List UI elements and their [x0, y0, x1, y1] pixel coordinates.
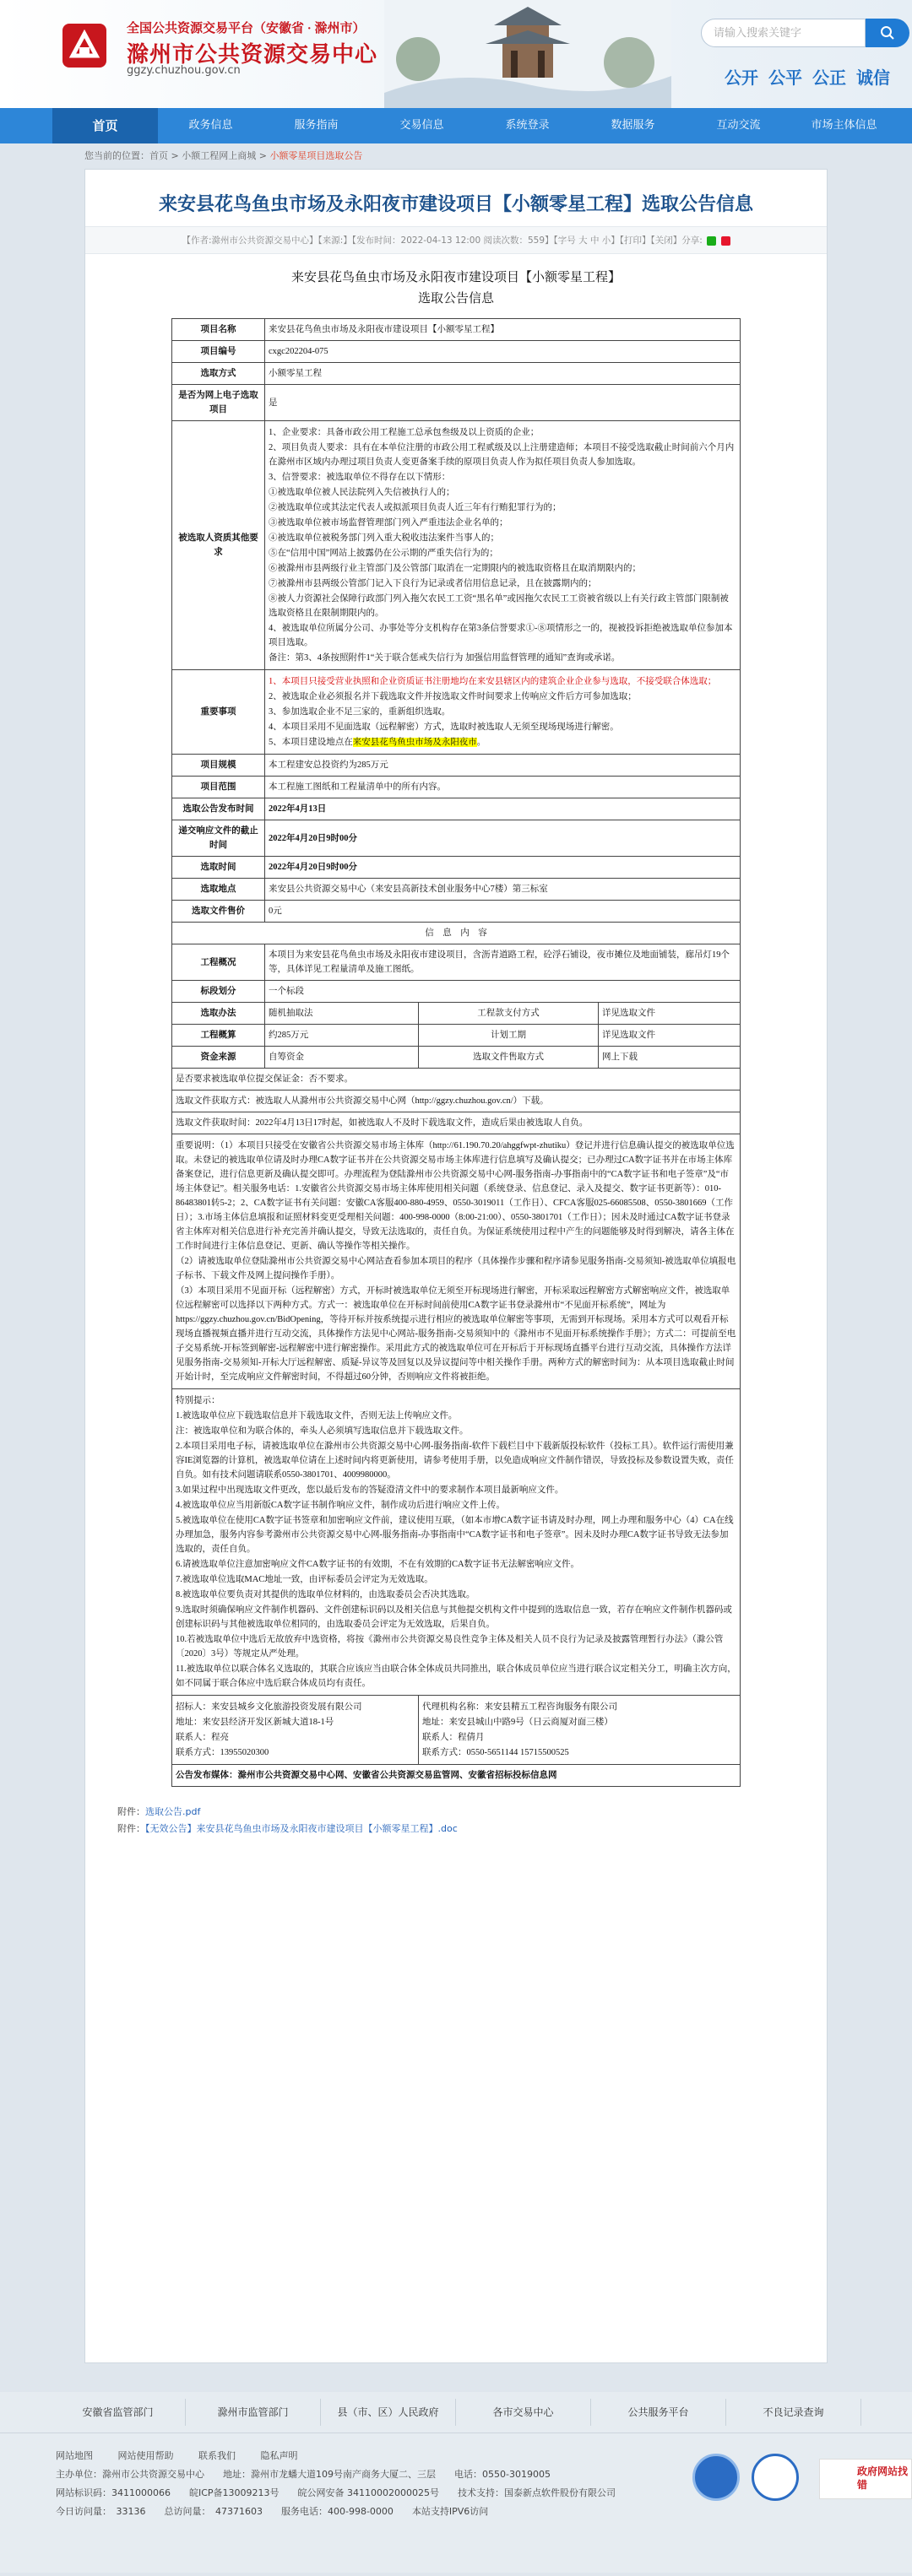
attachment-link[interactable]: 选取公告.pdf	[145, 1806, 201, 1817]
table-row: 项目规模 本工程建安总投资约为285万元	[172, 755, 741, 777]
nav-login[interactable]: 系统登录	[505, 119, 550, 132]
table-row: 被选取人资质其他要求 1、企业要求：具备市政公用工程施工总承包叁级及以上资质的企业； 2、项目负责人要求：具有在本单位注册的市政公用工程贰级及以上注册建造师；本项目不接受选取截止时间前六个月内在滁州市区域内办理过项目负责人变更备案手续的原项目负责人作为拟任项目负责人参加选取。 3、信誉要求：被选取单位不得存在以下情形： ①被选取单位被人民法院列入失信被执行人的； ②被选取单位或其法定代表人或拟派项目负责人近三年有行贿犯罪行为的； ③被选取单位被市场监督管理部门列入严重违法企业名单的； ④被选取单位被税务部门列入重大税收违法案件当事人的； ⑤在“信用中国”网站上披露仍在公示期的严重失信行为的； ⑥被滁州市县两级行业主管部门及公管部门取消在一定期限内的被选取资格且在取消期限内的； ⑦被滁州市县两级公管部门记入下良行为记录或者信用信息记录，且在披露期内的； ⑧被人力资源社会保障行政部门列入拖欠农民工工资“黑名单”或因拖欠农民工工资被省级以上有关行政主管部门限制被选取资格且在限制期限内的。 4、被选取单位所属分公司、办事处等分支机构存在第3条信誉要求①-⑧项情形之一的，视被投诉拒绝被选取单位参加本项目选取。 备注：第3、4条按照附件1“关于联合惩戒失信行为 加强信用监督管理的通知”查询或承诺。	[172, 421, 741, 670]
table-row	[172, 1696, 741, 1765]
table-row: 项目编号 cxgc202204-075	[172, 341, 741, 363]
footer-link[interactable]: 不良记录查询	[726, 2399, 861, 2426]
footer-info: 网站地图 网站使用帮助 联系我们 隐私声明 主办单位：滁州市公共资源交易中心 地址：滁州市龙蟠大道109号南产商务大厦二、三层 电话：0550-3019005 网站标识码：3411000066 皖ICP备13009213号 皖公网安备 34110002000025号 技术支持：国泰新点软件股份有限公司 今日访问量： 33136 总访问量： 47371603 服务电话：400-998-0000 本站支持IPV6访问 政府网站找错	[0, 2433, 912, 2573]
table-row: 工程概况 本项目为来安县花鸟鱼虫市场及永阳夜市建设项目，含沥青道路工程，砼浮石铺设，夜市摊位及地面铺装，廊吊灯19个等，具体详见工程量清单及施工图纸。	[172, 944, 741, 981]
weibo-share-icon[interactable]	[721, 236, 730, 246]
table-row: 选取公告发布时间 2022年4月13日	[172, 798, 741, 820]
nav-gov-info[interactable]: 政务信息	[188, 119, 233, 132]
footer-sitemap-link[interactable]: 网站地图	[56, 2450, 93, 2461]
main-nav	[0, 108, 912, 143]
site-domain: ggzy.chuzhou.gov.cn	[127, 64, 241, 77]
error-report-badge[interactable]: 政府网站找错	[819, 2459, 912, 2499]
slogan: 公正	[812, 69, 846, 88]
article-container	[84, 169, 828, 2363]
table-row: 递交响应文件的截止时间 2022年4月20日9时00分	[172, 820, 741, 857]
breadcrumb-home[interactable]: 首页	[149, 150, 168, 161]
table-row: 工程概算 约285万元 计划工期 详见选取文件	[172, 1025, 741, 1047]
qualification-cell: 1、企业要求：具备市政公用工程施工总承包叁级及以上资质的企业； 2、项目负责人要求：具有在本单位注册的市政公用工程贰级及以上注册建造师；本项目不接受选取截止时间前六个月内在滁州市区域内办理过项目负责人变更备案手续的原项目负责人作为拟任项目负责人参加选取。 3、信誉要求：被选取单位不得存在以下情形： ①被选取单位被人民法院列入失信被执行人的； ②被选取单位或其法定代表人或拟派项目负责人近三年有行贿犯罪行为的； ③被选取单位被市场监督管理部门列入严重违法企业名单的； ④被选取单位被税务部门列入重大税收违法案件当事人的； ⑤在“信用中国”网站上披露仍在公示期的严重失信行为的； ⑥被滁州市县两级行业主管部门及公管部门取消在一定期限内的被选取资格且在取消期限内的； ⑦被滁州市县两级公管部门记入下良行为记录或者信用信息记录，且在披露期内的； ⑧被人力资源社会保障行政部门列入拖欠农民工工资“黑名单”或因拖欠农民工工资被省级以上有关行政主管部门限制被选取资格且在限制期限内的。 4、被选取单位所属分公司、办事处等分支机构存在第3条信誉要求①-⑧项情形之一的，视被投诉拒绝被选取单位参加本项目选取。 备注：第3、4条按照附件1“关于联合惩戒失信行为 加强信用监督管理的通知”查询或承诺。	[265, 421, 741, 670]
notice-cell: 1、本项目只接受营业执照和企业资质证书注册地均在来安县辖区内的建筑企业企业参与选取，不接受联合体选取； 2、被选取企业必须报名并下载选取文件并按选取文件时间要求上传响应文件后方可参加选取； 3、参加选取企业不足三家的，重新组织选取。 4、本项目采用不见面选取（远程解密）方式，选取时被选取人无须至现场现场进行解密。 5、本项目建设地点在来安县花鸟鱼虫市场及永阳夜市。	[265, 670, 741, 755]
nav-trade-info[interactable]: 交易信息	[399, 119, 444, 132]
nav-interaction[interactable]: 互动交流	[716, 119, 761, 132]
table-row: 选取时间 2022年4月20日9时00分	[172, 857, 741, 879]
article-meta: 【作者:滁州市公共资源交易中心】【来源:】【发布时间：2022-04-13 12:00 阅读次数：559】【字号 大 中 小】【打印】【关闭】分享:	[85, 226, 827, 254]
footer-link[interactable]: 安徽省监管部门	[51, 2399, 186, 2426]
site-header	[0, 0, 912, 108]
table-row: 标段划分 一个标段	[172, 981, 741, 1003]
attachment-link[interactable]: 【无效公告】来安县花鸟鱼虫市场及永阳夜市建设项目【小额零星工程】.doc	[145, 1823, 458, 1834]
footer-privacy-link[interactable]: 隐私声明	[260, 2450, 298, 2461]
page-title: 来安县花鸟鱼虫市场及永阳夜市建设项目【小额零星工程】选取公告信息	[158, 193, 753, 215]
footer-link[interactable]: 县（市、区）人民政府	[321, 2399, 456, 2426]
footer-link[interactable]: 公共服务平台	[591, 2399, 726, 2426]
table-row: 项目范围 本工程施工图纸和工程量清单中的所有内容。	[172, 777, 741, 798]
pavilion-illustration	[384, 0, 671, 108]
site-footer	[0, 2392, 912, 2573]
footer-link[interactable]: 各市交易中心	[456, 2399, 591, 2426]
doc-title: 来安县花鸟鱼虫市场及永阳夜市建设项目【小额零星工程】 选取公告信息	[290, 271, 621, 306]
table-row: 选取文件获取方式：被选取人从滁州市公共资源交易中心网（http://ggzy.chuzhou.gov.cn/）下载。	[172, 1090, 741, 1112]
table-row: 项目名称 来安县花鸟鱼虫市场及永阳夜市建设项目【小额零星工程】	[172, 319, 741, 341]
notice-table	[171, 318, 741, 1787]
table-row: 特别提示： 1.被选取单位应下载选取信息并下载选取文件，否则无法上传响应文件。 注：被选取单位和为联合体的，牵头人必须填写选取信息并下载选取文件。 2.本项目采用电子标，请被选取单位在滁州市公共资源交易中心网-服务指南-软件下载栏目中下载新版投标软件（投标工具）。软件运行需使用兼容IE浏览器的计算机，被选取单位请在上述时间内将更新使用，请参考使用手册，以免造成响应文件制作错误，导致投标及参数设置失败，责任自负。如有技术问题请联系0550-3801701、4009980000。 3.如果过程中出现选取文件更改，您以最后发布的答疑澄清文件中的要求制作本项目最新响应文件。 4.被选取单位应当用新版CA数字证书制作响应文件，制作成功后进行响应文件上传。 5.被选取单位在使用CA数字证书签章和加密响应文件前，建议使用互联，（如本市增CA数字证书请及时办理，网上办理和服务中心（4）CA在线办理加急，服务内容参考滁州市公共资源交易中心网-服务指南-办事指南中“CA数字证书和电子签章”。因未及时办理CA数字证书导致无法参加选取的，责任自负。 6.请被选取单位注意加密响应文件CA数字证书的有效期，不在有效期的CA数字证书无法解密响应文件。 7.被选取单位选取MAC地址一致，由评标委员会评定为无效选取。 8.被选取单位要负责对其提供的选取单位材料的，由选取委员会否决其选取。 9.选取时须确保响应文件制作机器码、文件创建标识码以及相关信息与其他提交机构文件中提到的选取信息一致，若存在响应文件制作机器码或创建标识码与其他被选取单位相同的，由选取委员会评定为无效选取，后果自负。 10.若被选取单位中选后无故放弃中选资格，将按《滁州市公共资源交易良性竞争主体及相关人员不良行为记录及披露管理暂行办法》（滁公管〔2020〕3号）等规定从严处理。 11.被选取单位以联合体名义选取的，其联合应该应当由联合体全体成员共同推出，联合体成员单位应当进行联合议定相关分工，明确主次方向，如不同属于联合体应中选后联合体成员均有责任。	[172, 1389, 741, 1696]
site-logo-icon[interactable]	[61, 22, 108, 69]
table-row: 资金来源 自筹资金 选取文件售取方式 网上下载	[172, 1047, 741, 1069]
slogan: 诚信	[856, 69, 890, 88]
search-input[interactable]: 请输入搜索关键字	[701, 19, 866, 47]
table-row: 是否要求被选取单位提交保证金：否不要求。	[172, 1069, 741, 1090]
table-row: 选取地点 来安县公共资源交易中心（来安县高新技术创业服务中心7楼）第三标室	[172, 879, 741, 901]
breadcrumb-mall[interactable]: 小额工程网上商城	[182, 150, 257, 161]
slogans	[725, 64, 890, 89]
footer-link[interactable]: 滁州市监管部门	[186, 2399, 321, 2426]
agent-contact: 代理机构名称：来安县精五工程咨询服务有限公司 地址：来安县城山中路9号（日云商厦对面三楼） 联系人：程倩月 联系方式：0550-5651144 15715500525	[419, 1696, 741, 1765]
nav-market-subjects[interactable]: 市场主体信息	[811, 119, 877, 132]
wechat-share-icon[interactable]	[707, 236, 716, 246]
nav-data-service[interactable]: 数据服务	[611, 119, 655, 132]
table-row: 选取办法 随机抽取法 工程款支付方式 详见选取文件	[172, 1003, 741, 1025]
search-button[interactable]	[866, 19, 909, 47]
nav-service-guide[interactable]: 服务指南	[294, 119, 339, 132]
table-row: 信 息 内 容	[172, 923, 741, 944]
breadcrumb-current[interactable]: 小额零星项目选取公告	[269, 150, 363, 161]
nav-home[interactable]: 首页	[52, 108, 158, 143]
tenderer-contact: 招标人：来安县城乡文化旅游投资发展有限公司 地址：来安县经济开发区新城大道18-1号 联系人：程亮 联系方式：13955020300	[172, 1696, 419, 1765]
slogan: 公开	[725, 69, 758, 88]
site-subtitle: 全国公共资源交易平台（安徽省 · 滁州市）	[127, 22, 366, 35]
table-row: 选取文件获取时间：2022年4月13日17时起，如被选取人不及时下载选取文件，造成后果由被选取人自负。	[172, 1112, 741, 1134]
footer-links	[0, 2392, 912, 2433]
attachments: 附件：选取公告.pdf 附件：【无效公告】来安县花鸟鱼虫市场及永阳夜市建设项目【小额零星工程】.doc	[117, 1806, 458, 1834]
site-title[interactable]: 滁州市公共资源交易中心	[127, 42, 378, 67]
breadcrumb: 您当前的位置：首页 > 小额工程网上商城 > 小额零星项目选取公告	[84, 150, 363, 161]
table-row: 重要说明：（1）本项目只接受在安徽省公共资源交易市场主体库（http://61.190.70.20/ahggfwpt-zhutiku）登记并进行信息确认提交的被选取单位选取。未登记的被选取单位请及时办理CA数字证书并在公共资源交易市场主体库进行信息填写及确认提交；已办理过CA数字证书并在市场主体库备案登记，进行信息更新及确认提交即可。办理流程为登陆滁州市公共资源交易中心网-服务指南-办事指南中的“CA数字证书和电子签章”及“市场主体登记”。相关服务电话：1.安徽省公共资源交易市场主体库使用相关问题（系统登录、信息登记、录入及提交、数字证书更新等）：010-86483801转5-2；2、CA数字证书有关问题：安徽CA客服400-880-4959、0550-3019011（工作日）、CFCA客服025-66085508、0550-3801669（工作日）；3.市场主体信息填报和证照材料变更受理相关问题：400-998-0000（8:00-21:00）、0550-3801701（工作日）；因未及时通过CA数字证书登录省主体库对相关信息进行补充完善并确认提交，导致无法选取的，责任自负。为保证系统使用过程中产生的问题能够及时得到解决，请各主体在工作时间进行主体信息登记、更新、确认等操作等相关操作。 （2）请被选取单位登陆滁州市公共资源交易中心网站查看参加本项目的程序（具体操作步骤和程序请参见服务指南-交易须知-被选取单位填报电子标书、下载文件及网上提问操作手册）。 （3）本项目采用不见面开标（远程解密）方式，开标时被选取单位无须至开标现场进行解密，开标采取远程解密方式解密响应文件，被选取单位远程解密可以选择以下两种方式。方式一：被选取单位在开标时间前使用CA数字证书登录滁州市“不见面开标系统”，网址为https://ggzy.chuzhou.gov.cn/BidOpening，等待开标并按系统提示进行相应的被选取单位解密等事项，无需到开标现场。采用本方式可以观看开标现场直播视频直播并进行互动交流，具体操作方法见中心网站-服务指南-交易须知中的《滁州市不见面开标系统操作手册》；方式二：可提前至电子交易系统-开标签到解密-远程解密中进行解密操作。采用此方式的被选取单位可在开标后于开标现场直播平台进行互动交流，具体操作方法详见服务指南-交易须知-开标大厅远程解密、质疑-异议等及回复以及异议提问等中相关操作手册。两种方式的解密时间为：从本项目选取截止时间开始计时，至完成响应文件解密时间，不得超过60分钟，否则响应文件将被拒绝。	[172, 1134, 741, 1389]
table-row: 重要事项 1、本项目只接受营业执照和企业资质证书注册地均在来安县辖区内的建筑企业企业参与选取，不接受联合体选取； 2、被选取企业必须报名并下载选取文件并按选取文件时间要求上传响应文件后方可参加选取； 3、参加选取企业不足三家的，重新组织选取。 4、本项目采用不见面选取（远程解密）方式，选取时被选取人无须至现场现场进行解密。 5、本项目建设地点在来安县花鸟鱼虫市场及永阳夜市。	[172, 670, 741, 755]
footer-contact-link[interactable]: 联系我们	[198, 2450, 236, 2461]
table-row: 公告发布媒体：滁州市公共资源交易中心网、安徽省公共资源交易监管网、安徽省招标投标信息网	[172, 1765, 741, 1787]
slogan: 公平	[768, 69, 802, 88]
search-icon	[880, 25, 895, 41]
footer-help-link[interactable]: 网站使用帮助	[117, 2450, 174, 2461]
table-row: 选取方式 小额零星工程	[172, 363, 741, 385]
table-row: 选取文件售价 0元	[172, 901, 741, 923]
gov-site-badge-icon[interactable]	[692, 2454, 740, 2501]
accessibility-badge-icon[interactable]	[752, 2454, 799, 2501]
table-row: 是否为网上电子选取项目 是	[172, 385, 741, 421]
